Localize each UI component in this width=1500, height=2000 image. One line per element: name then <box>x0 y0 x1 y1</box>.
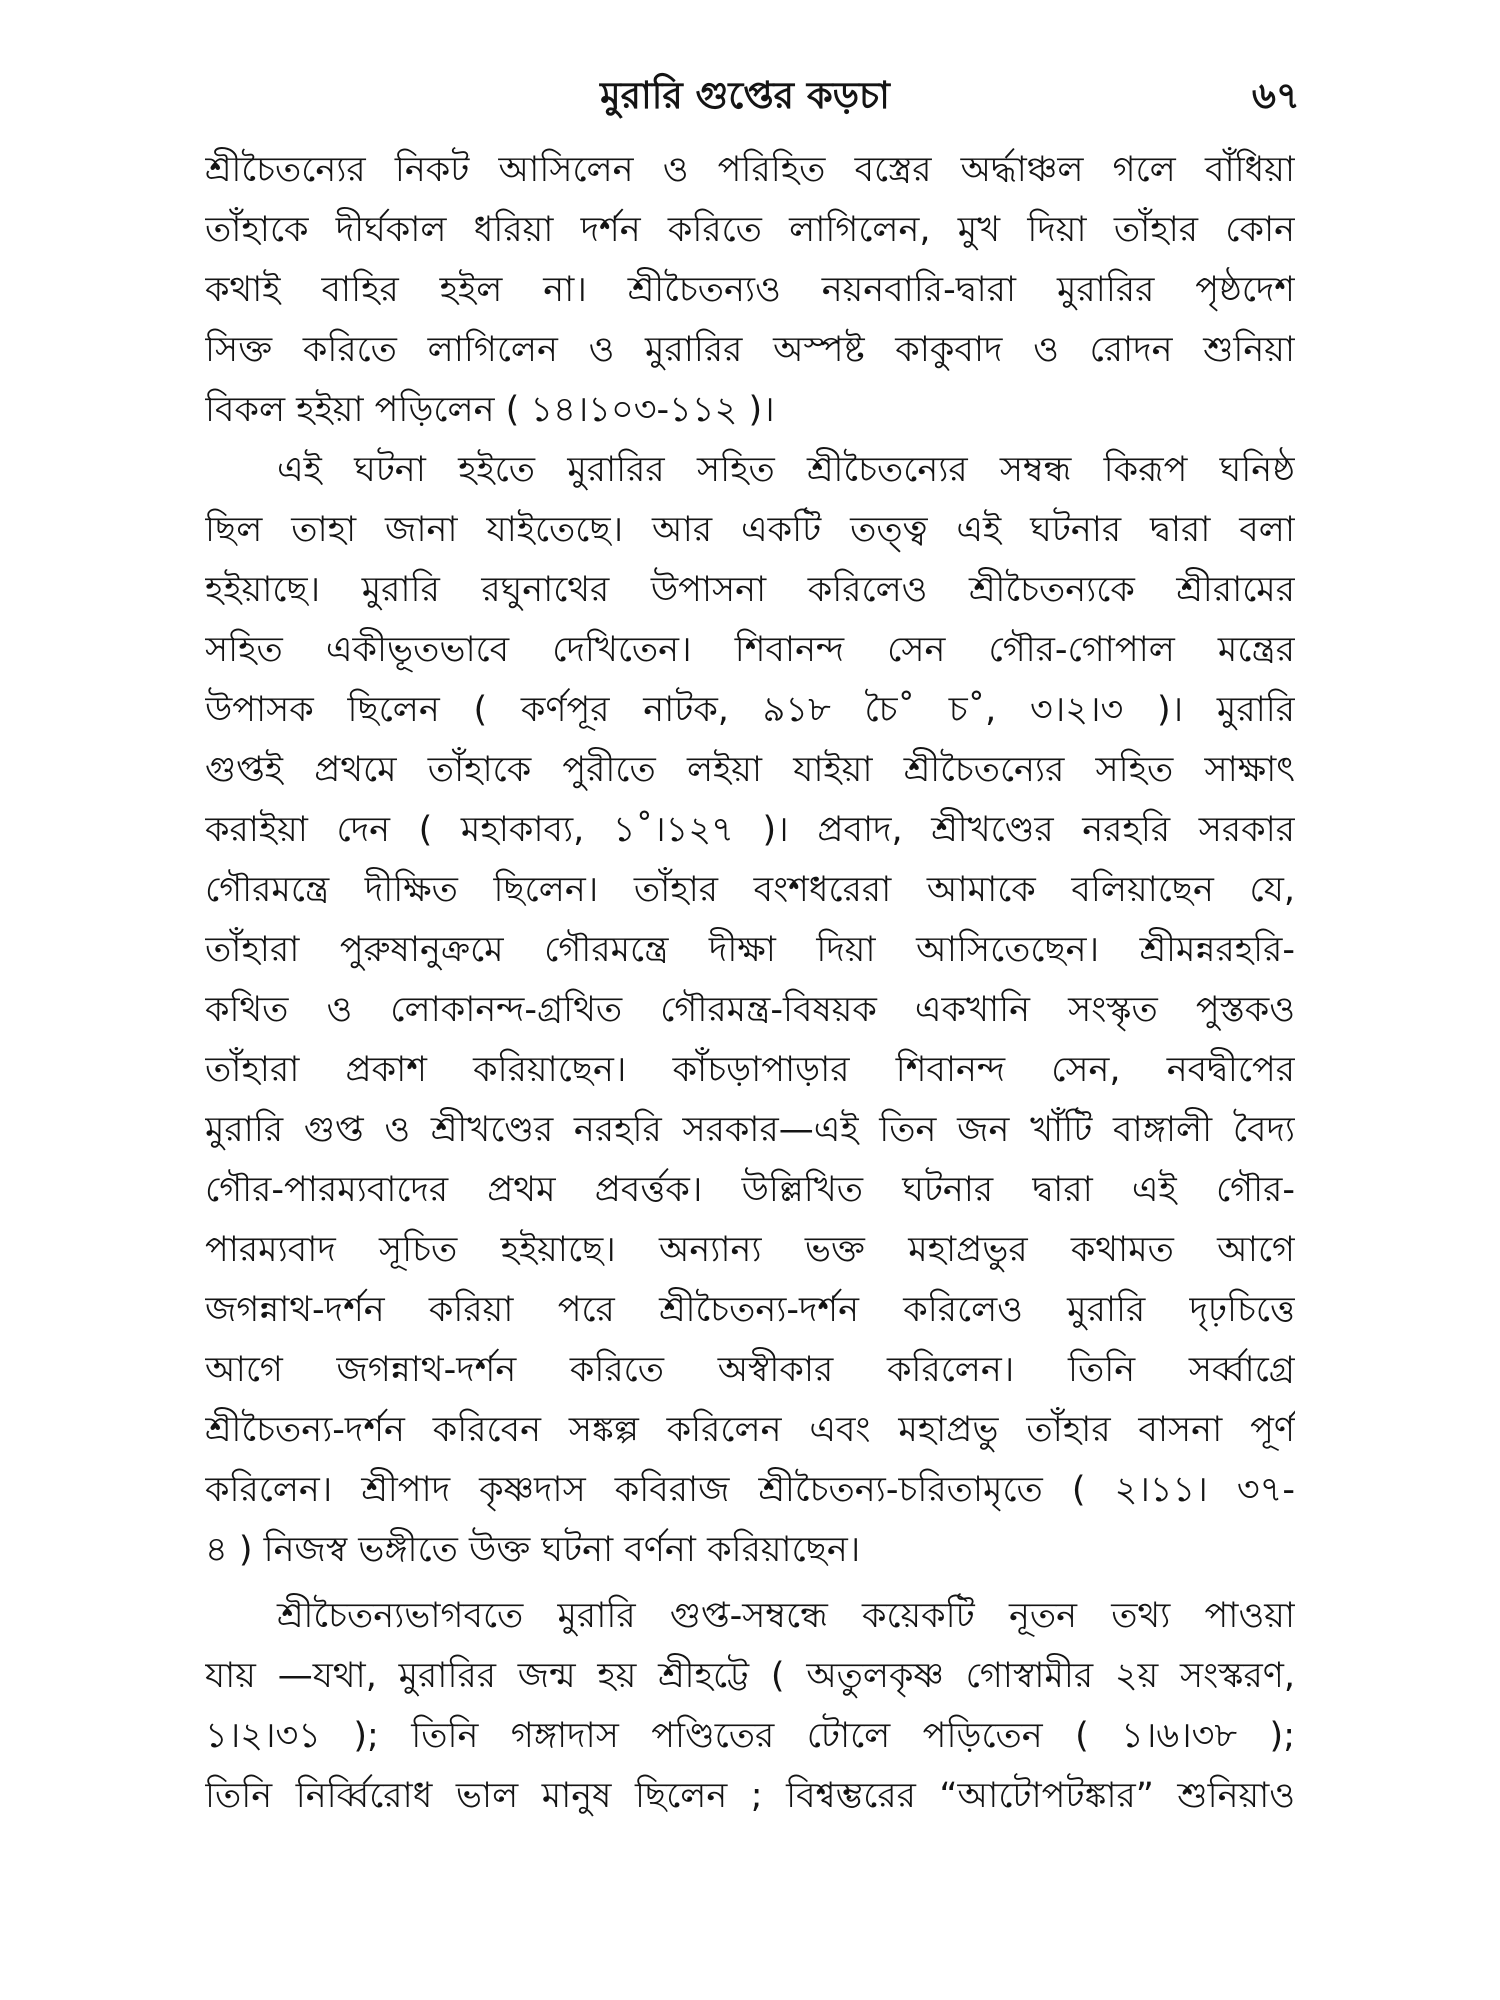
paragraph-2 <box>205 440 1295 1580</box>
text-line: সহিত একীভূতভাবে দেখিতেন। শিবানন্দ সেন গৌর-গোপাল মন্ত্রের <box>205 630 1295 670</box>
text-line: গৌর-পারম্যবাদের প্রথম প্রবর্ত্তক। উল্লিখিত ঘটনার দ্বারা এই গৌর- <box>205 1170 1295 1210</box>
text-line: উপাসক ছিলেন ( কর্ণপূর নাটক, ৯১৮ চৈ˚ চ˚, ৩।২।৩ )। মুরারি <box>205 690 1295 730</box>
text-line: তাঁহারা পুরুষানুক্রমে গৌরমন্ত্রে দীক্ষা দিয়া আসিতেছেন। শ্রীমন্নরহরি- <box>205 930 1295 970</box>
text-line: গৌরমন্ত্রে দীক্ষিত ছিলেন। তাঁহার বংশধরেরা আমাকে বলিয়াছেন যে, <box>205 870 1295 910</box>
text-line: কথিত ও লোকানন্দ-গ্রথিত গৌরমন্ত্র-বিষয়ক একখানি সংস্কৃত পুস্তকও <box>205 990 1295 1030</box>
running-title: মুরারি গুপ্তের কড়চা <box>600 74 890 117</box>
text-line: হইয়াছে। মুরারি রঘুনাথের উপাসনা করিলেও শ্রীচৈতন্যকে শ্রীরামের <box>205 570 1295 610</box>
text-line: গুপ্তই প্রথমে তাঁহাকে পুরীতে লইয়া যাইয়া শ্রীচৈতন্যের সহিত সাক্ষাৎ <box>205 750 1295 790</box>
text-line: ১।২।৩১ ); তিনি গঙ্গাদাস পণ্ডিতের টোলে পড়িতেন ( ১।৬।৩৮ ); <box>205 1716 1295 1756</box>
text-line: শ্রীচৈতন্য-দর্শন করিবেন সঙ্কল্প করিলেন এবং মহাপ্রভু তাঁহার বাসনা পূর্ণ <box>205 1410 1295 1450</box>
text-line: শ্রীচৈতন্যভাগবতে মুরারি গুপ্ত-সম্বন্ধে কয়েকটি নূতন তথ্য পাওয়া <box>277 1596 1295 1636</box>
paragraph-1 <box>205 140 1295 440</box>
text-line: করিলেন। শ্রীপাদ কৃষ্ণদাস কবিরাজ শ্রীচৈতন্য-চরিতামৃতে ( ২।১১। ৩৭- <box>205 1470 1295 1510</box>
text-line: সিক্ত করিতে লাগিলেন ও মুরারির অস্পষ্ট কাকুবাদ ও রোদন শুনিয়া <box>205 330 1295 370</box>
text-line: তিনি নির্ব্বিরোধ ভাল মানুষ ছিলেন ; বিশ্বম্ভরের “আটোপটঙ্কার” শুনিয়াও <box>205 1776 1295 1816</box>
text-line: তাঁহাকে দীর্ঘকাল ধরিয়া দর্শন করিতে লাগিলেন, মুখ দিয়া তাঁহার কোন <box>205 210 1295 250</box>
paragraph-3 <box>205 1586 1295 1826</box>
page-number: ৬৭ <box>1251 74 1300 117</box>
text-line: যায় —যথা, মুরারির জন্ম হয় শ্রীহট্টে ( অতুলকৃষ্ণ গোস্বামীর ২য় সংস্করণ, <box>205 1656 1295 1696</box>
text-line: কথাই বাহির হইল না। শ্রীচৈতন্যও নয়নবারি-দ্বারা মুরারির পৃষ্ঠদেশ <box>205 270 1295 310</box>
text-line: ৪ ) নিজস্ব ভঙ্গীতে উক্ত ঘটনা বর্ণনা করিয়াছেন। <box>205 1530 861 1570</box>
text-line: এই ঘটনা হইতে মুরারির সহিত শ্রীচৈতন্যের সম্বন্ধ কিরূপ ঘনিষ্ঠ <box>277 450 1295 490</box>
page-header <box>190 66 1300 126</box>
text-line: মুরারি গুপ্ত ও শ্রীখণ্ডের নরহরি সরকার—এই তিন জন খাঁটি বাঙ্গালী বৈদ্য <box>205 1110 1295 1150</box>
text-line: আগে জগন্নাথ-দর্শন করিতে অস্বীকার করিলেন। তিনি সর্ব্বাগ্রে <box>205 1350 1295 1390</box>
text-line: পারম্যবাদ সূচিত হইয়াছে। অন্যান্য ভক্ত মহাপ্রভুর কথামত আগে <box>205 1230 1295 1270</box>
text-line: ছিল তাহা জানা যাইতেছে। আর একটি তত্ত্ব এই ঘটনার দ্বারা বলা <box>205 510 1295 550</box>
text-line: জগন্নাথ-দর্শন করিয়া পরে শ্রীচৈতন্য-দর্শন করিলেও মুরারি দৃঢ়চিত্তে <box>205 1290 1295 1330</box>
text-line: শ্রীচৈতন্যের নিকট আসিলেন ও পরিহিত বস্ত্রের অর্দ্ধাঞ্চল গলে বাঁধিয়া <box>205 150 1295 190</box>
body-text <box>205 140 1295 1860</box>
text-line: করাইয়া দেন ( মহাকাব্য, ১˚।১২৭ )। প্রবাদ, শ্রীখণ্ডের নরহরি সরকার <box>205 810 1295 850</box>
text-line: তাঁহারা প্রকাশ করিয়াছেন। কাঁচড়াপাড়ার শিবানন্দ সেন, নবদ্বীপের <box>205 1050 1295 1090</box>
text-line: বিকল হইয়া পড়িলেন ( ১৪।১০৩-১১২ )। <box>205 390 775 430</box>
